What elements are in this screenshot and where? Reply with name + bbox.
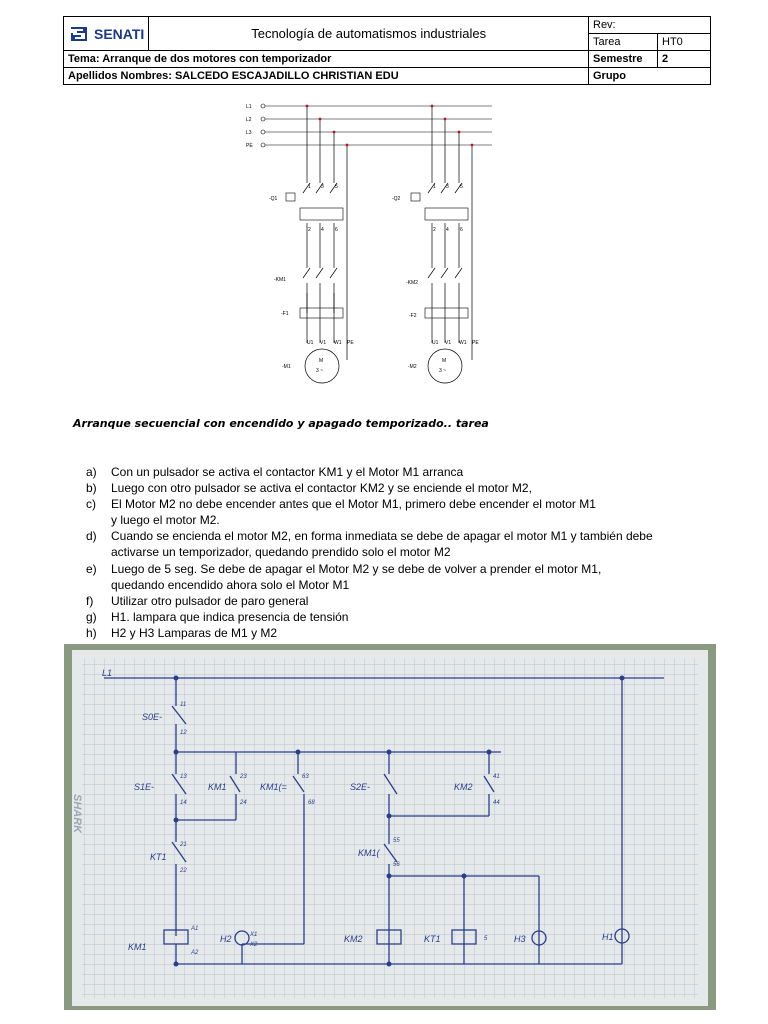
s1-label: S1E- [134, 782, 155, 792]
terminal-21: 21 [180, 842, 187, 848]
h3-label: H3 [514, 934, 526, 944]
header-table [63, 16, 711, 85]
pin: 4 [321, 227, 324, 233]
tarea-value: HT0 [658, 34, 711, 51]
terminal-24: 24 [240, 800, 247, 806]
list-item: f) Utilizar otro pulsador de paro general [86, 593, 309, 608]
terminal-pe: PE [472, 340, 479, 346]
terminal-a1: A1 [191, 926, 199, 932]
topic: Tema: Arranque de dos motores con temporizador [64, 51, 589, 68]
motor-m2-symbol [428, 349, 462, 383]
pin: 2 [433, 227, 436, 233]
list-item: d) Cuando se encienda el motor M2, en forma inmediata se debe de apagar el motor M1 y también debe activarse un temporizador, quedando prendido solo el motor M2 [86, 529, 653, 560]
pin: 6 [460, 227, 463, 233]
list-item: h) H2 y H3 Lamparas de M1 y M2 [86, 625, 278, 640]
km2-contact-label: KM2 [454, 782, 473, 792]
terminal-5: 5 [484, 936, 488, 942]
terminal-v1: V1 [445, 340, 452, 346]
s0-label: S0E- [142, 712, 163, 722]
terminal-v1: V1 [320, 340, 327, 346]
km1-nc-label: KM1( [358, 848, 380, 858]
contactor-km1-label: -KM1 [274, 277, 286, 283]
line-label-l1: L1 [246, 104, 252, 110]
motor-m1-phase: 3 ~ [316, 368, 324, 374]
control-circuit-photo [64, 644, 716, 1010]
power-schematic [240, 98, 495, 388]
terminal-u1: U1 [307, 340, 314, 346]
terminal-41: 41 [493, 774, 500, 780]
motor-m2-letter: M [442, 358, 447, 364]
list-item: g) H1. lampara que indica presencia de tensión [86, 609, 349, 624]
terminal-14: 14 [180, 800, 187, 806]
relay-f1-label: -F1 [281, 311, 289, 317]
terminal-u1: U1 [432, 340, 439, 346]
terminal-a2: A2 [191, 950, 199, 956]
student-name: Apellidos Nombres: SALCEDO ESCAJADILLO CHRISTIAN EDU [64, 68, 589, 85]
pin: 1 [308, 184, 311, 190]
relay-f2-label: -F2 [409, 313, 417, 319]
logo-text: SENATI [94, 25, 145, 42]
branch-m1 [269, 105, 354, 383]
kt1-coil-label: KT1 [424, 934, 441, 944]
h1-label: H1 [602, 932, 614, 942]
senati-logo-icon [68, 24, 90, 44]
pin: 2 [308, 227, 311, 233]
line-label-pe: PE [246, 143, 253, 149]
pin: 6 [335, 227, 338, 233]
pin: 5 [460, 184, 463, 190]
brand-watermark: SHARK [71, 794, 83, 834]
terminal-22: 22 [180, 868, 187, 874]
km1-coil-label: KM1 [128, 942, 147, 952]
terminal-55: 55 [393, 838, 400, 844]
motor-m1-symbol [305, 349, 339, 383]
terminal-56: 56 [393, 862, 400, 868]
terminal-11: 11 [180, 702, 187, 708]
km1-timed-label: KM1(= [260, 782, 287, 792]
task-list [86, 464, 726, 641]
km2-coil-label: KM2 [344, 934, 363, 944]
terminal-w1: W1 [334, 340, 342, 346]
pin: 3 [321, 184, 324, 190]
supply-lines [265, 106, 492, 145]
h2-label: H2 [220, 934, 232, 944]
breaker-q1-label: -Q1 [269, 196, 278, 202]
logo-cell [64, 17, 149, 51]
section-heading: Arranque secuencial con encendido y apagado temporizado.. tarea [73, 417, 489, 430]
terminal-23: 23 [240, 774, 247, 780]
terminal-x2: X2 [250, 942, 258, 948]
list-item: c) El Motor M2 no debe encender antes que el Motor M1, primero debe encender el motor M1 y luego el motor M2. [86, 497, 596, 528]
line-label-l3: L3 [246, 130, 252, 136]
list-item: e) Luego de 5 seg. Se debe de apagar el Motor M2 y se debe de volver a prender el motor M1, quedando encendido ahora solo el Motor M1 [86, 561, 602, 592]
course-title: Tecnología de automatismos industriales [149, 17, 589, 51]
terminal-44: 44 [493, 800, 500, 806]
motor-m2-label: -M2 [408, 364, 417, 370]
grupo-label: Grupo [589, 68, 711, 85]
semestre-label: Semestre [589, 51, 658, 68]
supply-line-labels [246, 104, 253, 149]
line-label-l2: L2 [246, 117, 252, 123]
motor-m2-phase: 3 ~ [439, 368, 447, 374]
list-item: b) Luego con otro pulsador se activa el contactor KM2 y se enciende el motor M2, [86, 481, 532, 496]
terminal-13: 13 [180, 774, 187, 780]
list-item: a) Con un pulsador se activa el contactor KM1 y el Motor M1 arranca [86, 465, 464, 479]
breaker-q2-label: -Q2 [392, 196, 401, 202]
tarea-label: Tarea [589, 34, 658, 51]
terminal-w1: W1 [459, 340, 467, 346]
terminal-x1: X1 [250, 932, 258, 938]
motor-m1-label: -M1 [282, 364, 291, 370]
pin: 4 [446, 227, 449, 233]
pin: 1 [433, 184, 436, 190]
pin: 5 [335, 184, 338, 190]
terminal-68: 68 [308, 800, 315, 806]
terminal-12: 12 [180, 730, 187, 736]
branch-m2 [392, 105, 479, 383]
line-label: L1 [102, 668, 113, 678]
terminal-63: 63 [302, 774, 309, 780]
s2-label: S2E- [350, 782, 371, 792]
kt1-contact-label: KT1 [150, 852, 167, 862]
km1-contact-label: KM1 [208, 782, 227, 792]
motor-m1-letter: M [319, 358, 324, 364]
logo [68, 24, 144, 44]
rev-label: Rev: [589, 17, 711, 34]
terminal-pe: PE [347, 340, 354, 346]
semestre-value: 2 [658, 51, 711, 68]
contactor-km2-label: -KM2 [406, 280, 418, 286]
pin: 3 [446, 184, 449, 190]
